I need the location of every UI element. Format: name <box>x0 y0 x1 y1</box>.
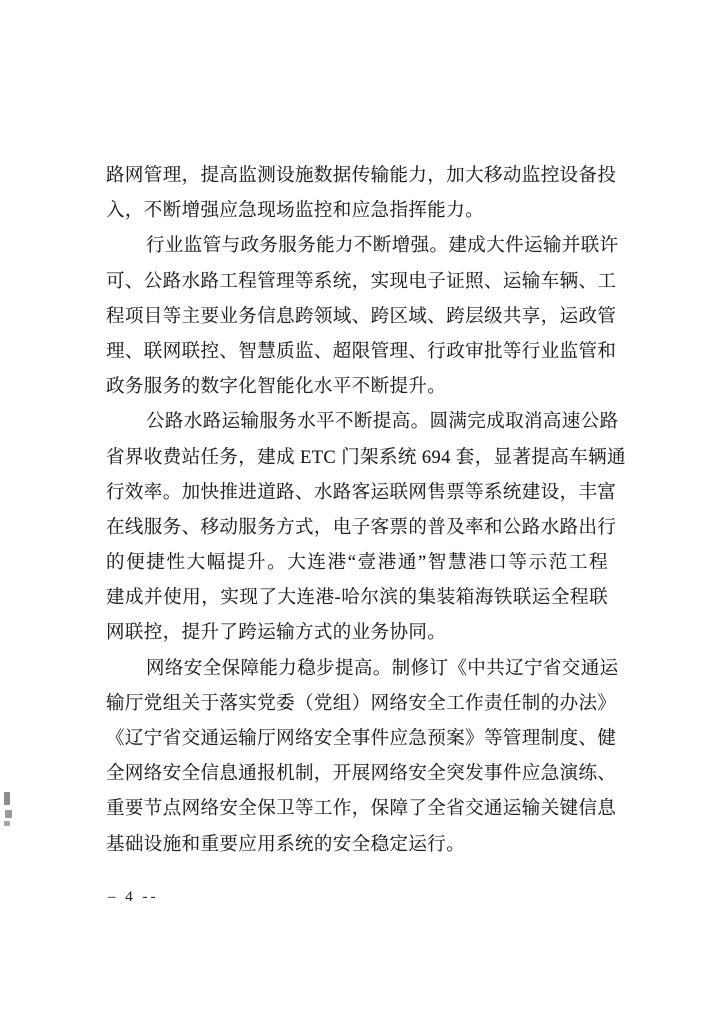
text-line: 的便捷性大幅提升。大连港“壹港通”智慧港口等示范工程 <box>106 553 608 574</box>
document-body <box>106 159 626 863</box>
text-line: 路网管理，提高监测设施数据传输能力，加大移动监控设备投 <box>106 166 617 186</box>
text-line: 理、联网联控、智慧质监、超限管理、行政审批等行业监管和 <box>106 341 617 362</box>
text-line: 在线服务、移动服务方式，电子客票的普及率和公路水路出行 <box>106 517 617 538</box>
text-line: 行效率。加快推进道路、水路客运联网售票等系统建设，丰富 <box>106 482 617 503</box>
page-number: – 4 -- <box>108 889 159 905</box>
text-line: 重要节点网络安全保卫等工作，保障了全省交通运输关键信息 <box>106 799 617 820</box>
text-line: 基础设施和重要应用系统的安全稳定运行。 <box>106 834 466 855</box>
text-line: 入，不断增强应急现场监控和应急指挥能力。 <box>106 201 485 222</box>
text-line: 《辽宁省交通运输厅网络安全事件应急预案》等管理制度、健 <box>106 729 617 749</box>
text-line: 全网络安全信息通报机制，开展网络安全突发事件应急演练、 <box>106 764 617 785</box>
text-line: 程项目等主要业务信息跨领域、跨区域、跨层级共享，运政管 <box>106 306 617 327</box>
text-line: 政务服务的数字化智能化水平不断提升。 <box>106 377 447 398</box>
text-line: 输厅党组关于落实党委（党组）网络安全工作责任制的办法》 <box>106 693 617 714</box>
text-line: 可、公路水路工程管理等系统，实现电子证照、运输车辆、工 <box>106 271 617 292</box>
text-line: 省界收费站任务，建成 ETC 门架系统 694 套，显著提高车辆通 <box>106 447 626 468</box>
text-line: 网络安全保障能力稳步提高。制修订《中共辽宁省交通运 <box>146 658 619 679</box>
text-line: 建成并使用，实现了大连港-哈尔滨的集装箱海铁联运全程联 <box>106 588 608 609</box>
text-line: 行业监管与政务服务能力不断增强。建成大件运输并联许 <box>146 236 619 257</box>
scan-artifact <box>4 792 10 805</box>
text-line: 网联控，提升了跨运输方式的业务协同。 <box>106 623 447 644</box>
scan-artifact <box>4 821 10 826</box>
scan-artifact <box>5 810 12 818</box>
text-line: 公路水路运输服务水平不断提高。圆满完成取消高速公路 <box>146 412 619 433</box>
